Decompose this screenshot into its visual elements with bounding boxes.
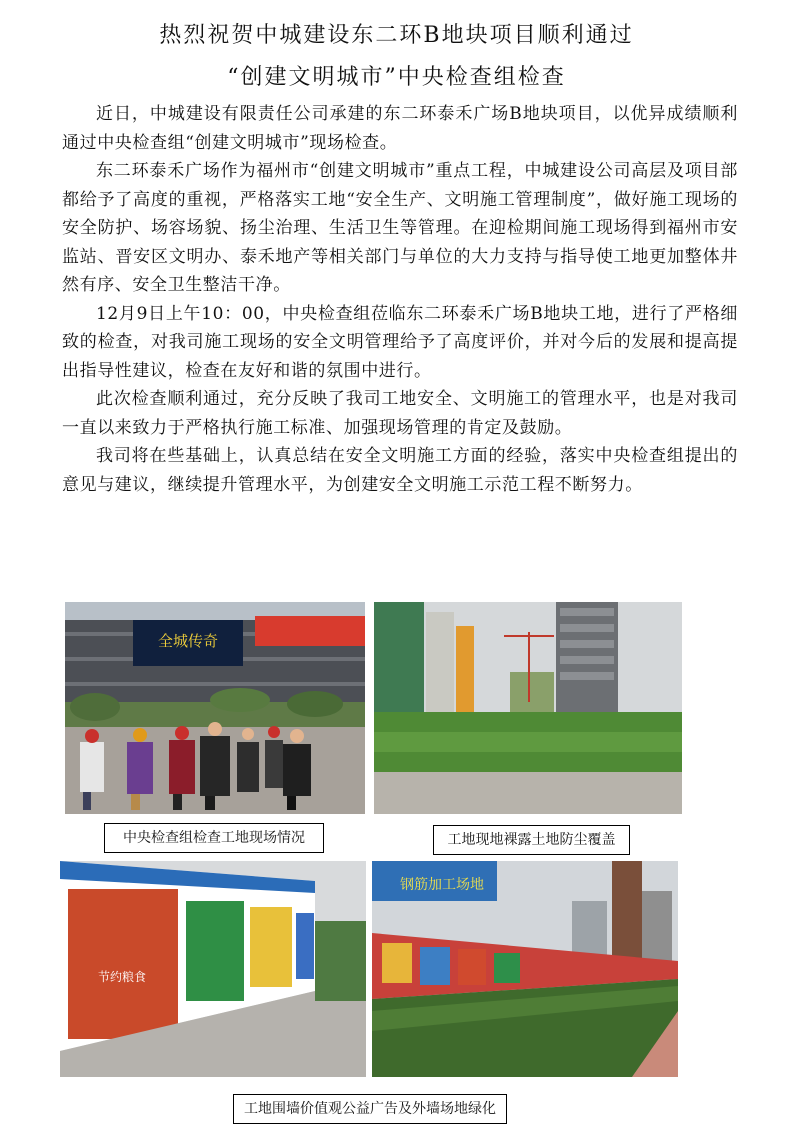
title-line-1: 热烈祝贺中城建设东二环B地块项目顺利通过 <box>159 23 634 48</box>
paragraph-4: 此次检查顺利通过，充分反映了我司工地安全、文明施工的管理水平，也是对我司一直以来致力于严格执行施工标准、加强现场管理的肯定及鼓励。 <box>62 389 738 438</box>
paragraph-3: 12月9日上午10：00，中央检查组莅临东二环泰禾广场B地块工地，进行了严格细致的检查，对我司施工现场的安全文明管理给予了高度评价，并对今后的发展和提高提出指导性建议，检查在友好和谐的氛围中进行。 <box>62 303 738 381</box>
photo-inspection-group <box>65 602 365 814</box>
poster-text: 节约粮食 <box>97 970 147 984</box>
paragraph-5: 我司将在些基础上，认真总结在安全文明施工方面的经验，落实中央检查组提出的意见与建议，继续提升管理水平，为创建安全文明施工示范工程不断努力。 <box>62 446 738 495</box>
caption-inspection: 中央检查组检查工地现场情况 <box>104 823 324 853</box>
paragraph-2: 东二环泰禾广场作为福州市“创建文明城市”重点工程，中城建设公司高层及项目部都给予了高度的重视，严格落实工地“安全生产、文明施工管理制度”，做好施工现场的安全防护、场容场貌、扬尘治理、生活卫生等管理。在迎检期间施工现场得到福州市安监站、晋安区文明办、泰禾地产等相关部门与单位的大力支持与指导使工地更加整体井然有序、安全卫生整洁干净。 <box>62 161 738 295</box>
paragraph-1: 近日，中城建设有限责任公司承建的东二环泰禾广场B地块项目，以优异成绩顺利通过中央检查组“创建文明城市”现场检查。 <box>62 104 738 153</box>
banner-text: 钢筋加工场地 <box>400 877 484 893</box>
title-line-2: “创建文明城市”中央检查组检查 <box>227 65 566 90</box>
billboard-text: 全城传奇 <box>157 632 219 650</box>
photo-wall-posters <box>60 861 366 1077</box>
caption-dust-cover: 工地现地裸露土地防尘覆盖 <box>433 825 630 855</box>
caption-wall-greening: 工地围墙价值观公益广告及外墙场地绿化 <box>233 1094 507 1124</box>
article-body <box>62 100 738 499</box>
photo-greening <box>372 861 678 1077</box>
photo-dust-cover <box>374 602 682 814</box>
